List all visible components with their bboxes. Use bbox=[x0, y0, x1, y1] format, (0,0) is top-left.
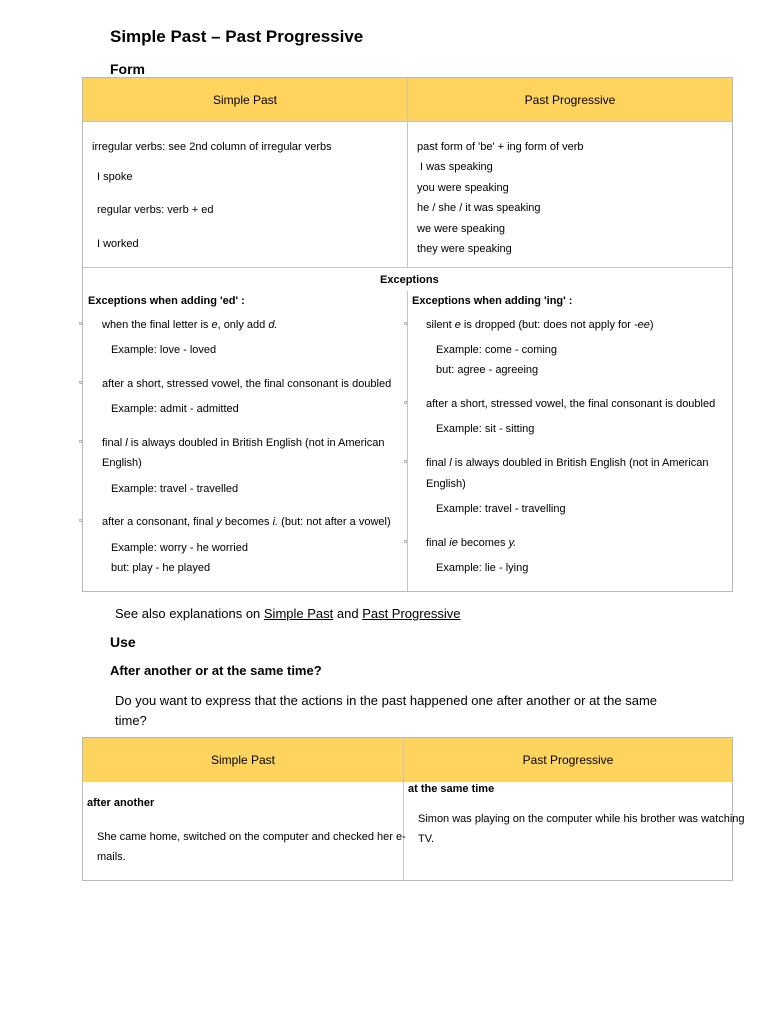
page-title: Simple Past – Past Progressive bbox=[110, 27, 364, 46]
ed-item-3-cont: English) bbox=[102, 457, 142, 469]
exceptions-ed-heading: Exceptions when adding 'ed' : bbox=[88, 295, 245, 307]
ing-item-2-example: Example: sit - sitting bbox=[436, 423, 535, 435]
use-simple-past-text-2: mails. bbox=[97, 851, 126, 863]
ed-item-4-example-2: but: play - he played bbox=[111, 562, 211, 574]
form-progressive-line: he / she / it was speaking bbox=[417, 202, 541, 214]
ed-item-4: after a consonant, final y becomes i. (but: not after a vowel) bbox=[102, 516, 391, 528]
ed-item-1: when the final letter is e, only add d. bbox=[102, 319, 278, 331]
bullet-icon: ▫ bbox=[79, 515, 83, 525]
ed-item-2-example: Example: admit - admitted bbox=[111, 403, 239, 415]
ing-item-2: after a short, stressed vowel, the final consonant is doubled bbox=[426, 398, 716, 410]
divider bbox=[407, 78, 408, 268]
bullet-icon: ▫ bbox=[404, 318, 408, 328]
after-heading: After another or at the same time? bbox=[110, 663, 322, 678]
form-simple-line: regular verbs: verb + ed bbox=[97, 204, 214, 216]
form-progressive-line: I was speaking bbox=[420, 161, 493, 173]
ed-item-2: after a short, stressed vowel, the final consonant is doubled bbox=[102, 378, 392, 390]
past-progressive-link[interactable]: Past Progressive bbox=[362, 606, 461, 621]
use-header-simple-past: Simple Past bbox=[83, 738, 403, 782]
form-simple-line: I spoke bbox=[97, 171, 133, 183]
use-heading: Use bbox=[110, 634, 136, 650]
form-header-simple-past: Simple Past bbox=[83, 78, 407, 121]
form-progressive-line: past form of 'be' + ing form of verb bbox=[417, 141, 584, 153]
use-simple-past-text: She came home, switched on the computer and checked her e- bbox=[97, 831, 406, 843]
simple-past-link[interactable]: Simple Past bbox=[263, 606, 334, 621]
ing-item-4-example: Example: lie - lying bbox=[436, 562, 529, 574]
use-same-time-label: at the same time bbox=[408, 783, 495, 795]
divider bbox=[403, 738, 404, 880]
see-also-text: See also explanations on bbox=[115, 606, 264, 621]
divider bbox=[407, 291, 408, 591]
form-progressive-line: we were speaking bbox=[417, 223, 506, 235]
use-past-progressive-text-2: TV. bbox=[418, 833, 435, 845]
bullet-icon: ▫ bbox=[79, 318, 83, 328]
bullet-icon: ▫ bbox=[404, 536, 408, 546]
form-heading: Form bbox=[110, 61, 145, 77]
ing-item-1: silent e is dropped (but: does not apply for -ee) bbox=[426, 319, 654, 331]
ed-item-1-example: Example: love - loved bbox=[111, 344, 217, 356]
form-simple-line: I worked bbox=[97, 238, 139, 250]
ed-item-4-example: Example: worry - he worried bbox=[111, 542, 248, 554]
question-line-2: time? bbox=[115, 713, 147, 728]
ing-item-3: final l is always doubled in British English (not in American bbox=[426, 457, 709, 469]
use-header-past-progressive: Past Progressive bbox=[404, 738, 732, 782]
divider bbox=[83, 267, 732, 268]
ing-item-4: final ie becomes y. bbox=[426, 537, 517, 549]
ing-item-3-cont: English) bbox=[426, 478, 466, 490]
form-progressive-line: you were speaking bbox=[417, 182, 509, 194]
ed-item-3: final l is always doubled in British English (not in American bbox=[102, 437, 385, 449]
ing-item-1-example: Example: come - coming bbox=[436, 344, 558, 356]
see-also-text: and bbox=[333, 606, 363, 621]
ed-item-3-example: Example: travel - travelled bbox=[111, 483, 239, 495]
question-line-1: Do you want to express that the actions in the past happened one after another or at the same bbox=[115, 693, 658, 708]
exceptions-ing-heading: Exceptions when adding 'ing' : bbox=[412, 295, 573, 307]
ing-item-1-example-2: but: agree - agreeing bbox=[436, 364, 539, 376]
form-progressive-line: they were speaking bbox=[417, 243, 512, 255]
exceptions-heading: Exceptions bbox=[380, 274, 439, 286]
see-also bbox=[115, 606, 460, 621]
bullet-icon: ▫ bbox=[79, 377, 83, 387]
bullet-icon: ▫ bbox=[79, 436, 83, 446]
bullet-icon: ▫ bbox=[404, 397, 408, 407]
form-simple-line: irregular verbs: see 2nd column of irregular verbs bbox=[92, 141, 332, 153]
bullet-icon: ▫ bbox=[404, 456, 408, 466]
form-header-past-progressive: Past Progressive bbox=[408, 78, 732, 121]
ing-item-3-example: Example: travel - travelling bbox=[436, 503, 566, 515]
use-after-another-label: after another bbox=[87, 797, 155, 809]
use-past-progressive-text: Simon was playing on the computer while his brother was watching bbox=[418, 813, 745, 825]
